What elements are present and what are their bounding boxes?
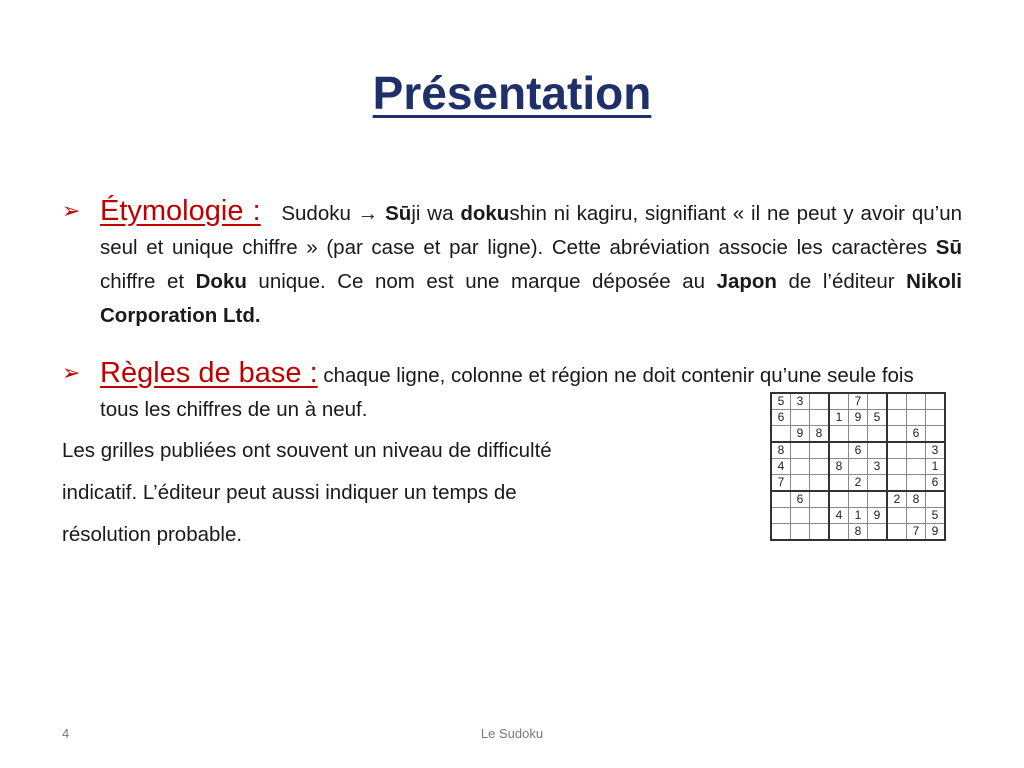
etymologie-paragraph <box>100 194 962 333</box>
sudoku-cell <box>926 491 946 508</box>
sudoku-cell <box>907 475 926 492</box>
sudoku-cell <box>810 393 830 410</box>
paragraph-line: indicatif. L’éditeur peut aussi indiquer un temps de <box>62 481 517 504</box>
text-fragment: de l’éditeur <box>776 270 907 293</box>
sudoku-cell: 8 <box>829 459 849 475</box>
sudoku-cell: 9 <box>849 410 868 426</box>
sudoku-cell: 2 <box>849 475 868 492</box>
sudoku-cell <box>829 393 849 410</box>
sudoku-cell <box>810 524 830 541</box>
sudoku-cell: 4 <box>771 459 791 475</box>
sudoku-row <box>771 491 945 508</box>
sudoku-row <box>771 508 945 524</box>
sudoku-cell: 1 <box>926 459 946 475</box>
sudoku-cell <box>907 410 926 426</box>
sudoku-cell <box>849 491 868 508</box>
sudoku-cell <box>868 393 888 410</box>
sudoku-cell: 5 <box>926 508 946 524</box>
bold-fragment: Nikoli Corporation Ltd. <box>100 270 962 327</box>
sudoku-row <box>771 524 945 541</box>
sudoku-cell: 6 <box>907 426 926 443</box>
sudoku-cell <box>829 475 849 492</box>
sudoku-cell: 8 <box>907 491 926 508</box>
paragraph-line: résolution probable. <box>62 523 243 546</box>
sudoku-cell <box>887 475 907 492</box>
sudoku-cell: 7 <box>771 475 791 492</box>
sudoku-cell <box>791 475 810 492</box>
sudoku-cell <box>926 426 946 443</box>
sudoku-cell: 9 <box>791 426 810 443</box>
sudoku-cell <box>829 442 849 459</box>
sudoku-cell <box>810 508 830 524</box>
bold-fragment: Doku <box>195 270 247 293</box>
grilles-paragraph <box>62 430 742 556</box>
sudoku-cell <box>829 491 849 508</box>
sudoku-cell <box>810 491 830 508</box>
sudoku-cell: 7 <box>849 393 868 410</box>
sudoku-cell <box>868 491 888 508</box>
sudoku-cell <box>810 410 830 426</box>
sudoku-cell: 2 <box>887 491 907 508</box>
sudoku-cell: 3 <box>791 393 810 410</box>
bullet-etymologie <box>62 194 962 333</box>
sudoku-cell <box>868 475 888 492</box>
sudoku-cell: 1 <box>829 410 849 426</box>
sudoku-cell: 4 <box>829 508 849 524</box>
paragraph-line: Les grilles publiées ont souvent un niveau de difficulté <box>62 439 552 462</box>
page-number: 4 <box>62 726 70 741</box>
bold-fragment: Japon <box>716 270 777 293</box>
sudoku-cell <box>791 459 810 475</box>
sudoku-cell: 1 <box>849 508 868 524</box>
sudoku-cell: 6 <box>926 475 946 492</box>
sudoku-cell <box>771 426 791 443</box>
sudoku-cell <box>791 442 810 459</box>
sudoku-cell <box>771 491 791 508</box>
sudoku-cell <box>868 426 888 443</box>
sudoku-cell <box>887 524 907 541</box>
sudoku-cell <box>907 459 926 475</box>
sudoku-cell: 3 <box>926 442 946 459</box>
sudoku-cell <box>907 393 926 410</box>
sudoku-cell <box>887 442 907 459</box>
arrow-glyph: → <box>357 202 379 225</box>
sudoku-cell <box>849 459 868 475</box>
sudoku-cell: 7 <box>907 524 926 541</box>
sudoku-cell <box>926 393 946 410</box>
sudoku-cell <box>791 410 810 426</box>
sudoku-cell: 3 <box>868 459 888 475</box>
sudoku-cell <box>810 475 830 492</box>
sudoku-cell <box>887 508 907 524</box>
sudoku-cell <box>829 524 849 541</box>
sudoku-cell: 5 <box>771 393 791 410</box>
sudoku-cell <box>829 426 849 443</box>
sudoku-row <box>771 442 945 459</box>
sudoku-row <box>771 410 945 426</box>
sudoku-cell <box>771 524 791 541</box>
sudoku-cell <box>868 524 888 541</box>
sudoku-cell <box>887 393 907 410</box>
regles-text: chaque ligne, colonne et région ne doit contenir qu’une seule fois tous les chiffres de un à neuf. <box>100 364 914 421</box>
sudoku-row <box>771 426 945 443</box>
sudoku-cell: 8 <box>771 442 791 459</box>
sudoku-cell <box>791 508 810 524</box>
text-fragment: ji wa <box>411 202 461 225</box>
sudoku-cell: 9 <box>868 508 888 524</box>
bullet-arrow-icon: ➢ <box>62 360 81 385</box>
bold-fragment: Sū <box>935 236 962 259</box>
sudoku-grid-image <box>770 392 946 541</box>
sudoku-cell <box>907 508 926 524</box>
sudoku-cell: 6 <box>849 442 868 459</box>
sudoku-cell: 6 <box>791 491 810 508</box>
sudoku-cell <box>907 442 926 459</box>
sudoku-cell <box>810 442 830 459</box>
bold-fragment: doku <box>460 202 510 225</box>
footer-text: Le Sudoku <box>480 726 544 741</box>
sudoku-cell <box>771 508 791 524</box>
sudoku-cell <box>868 442 888 459</box>
sudoku-cell <box>791 524 810 541</box>
text-fragment: shin ni kagiru, signifiant « il ne peut y avoir qu’un seul et unique chiffre » (par case et par ligne). Cette abréviation associe les caractères <box>100 202 962 259</box>
etymologie-heading: Étymologie : <box>100 195 261 227</box>
sudoku-cell <box>887 410 907 426</box>
sudoku-row <box>771 459 945 475</box>
text-fragment: chiffre et <box>100 270 196 293</box>
regles-heading: Règles de base : <box>100 357 318 389</box>
sudoku-cell <box>926 410 946 426</box>
sudoku-cell: 9 <box>926 524 946 541</box>
sudoku-cell <box>887 426 907 443</box>
sudoku-row <box>771 475 945 492</box>
sudoku-cell <box>810 459 830 475</box>
sudoku-cell <box>849 426 868 443</box>
bold-fragment: Sū <box>385 202 412 225</box>
text-fragment: unique. Ce nom est une marque déposée au <box>246 270 717 293</box>
sudoku-cell: 5 <box>868 410 888 426</box>
sudoku-row <box>771 393 945 410</box>
sudoku-cell <box>887 459 907 475</box>
sudoku-cell: 6 <box>771 410 791 426</box>
sudoku-cell: 8 <box>849 524 868 541</box>
text-fragment: Sudoku <box>281 202 358 225</box>
bullet-arrow-icon: ➢ <box>62 198 81 223</box>
slide-title: Présentation <box>372 67 652 119</box>
sudoku-cell: 8 <box>810 426 830 443</box>
